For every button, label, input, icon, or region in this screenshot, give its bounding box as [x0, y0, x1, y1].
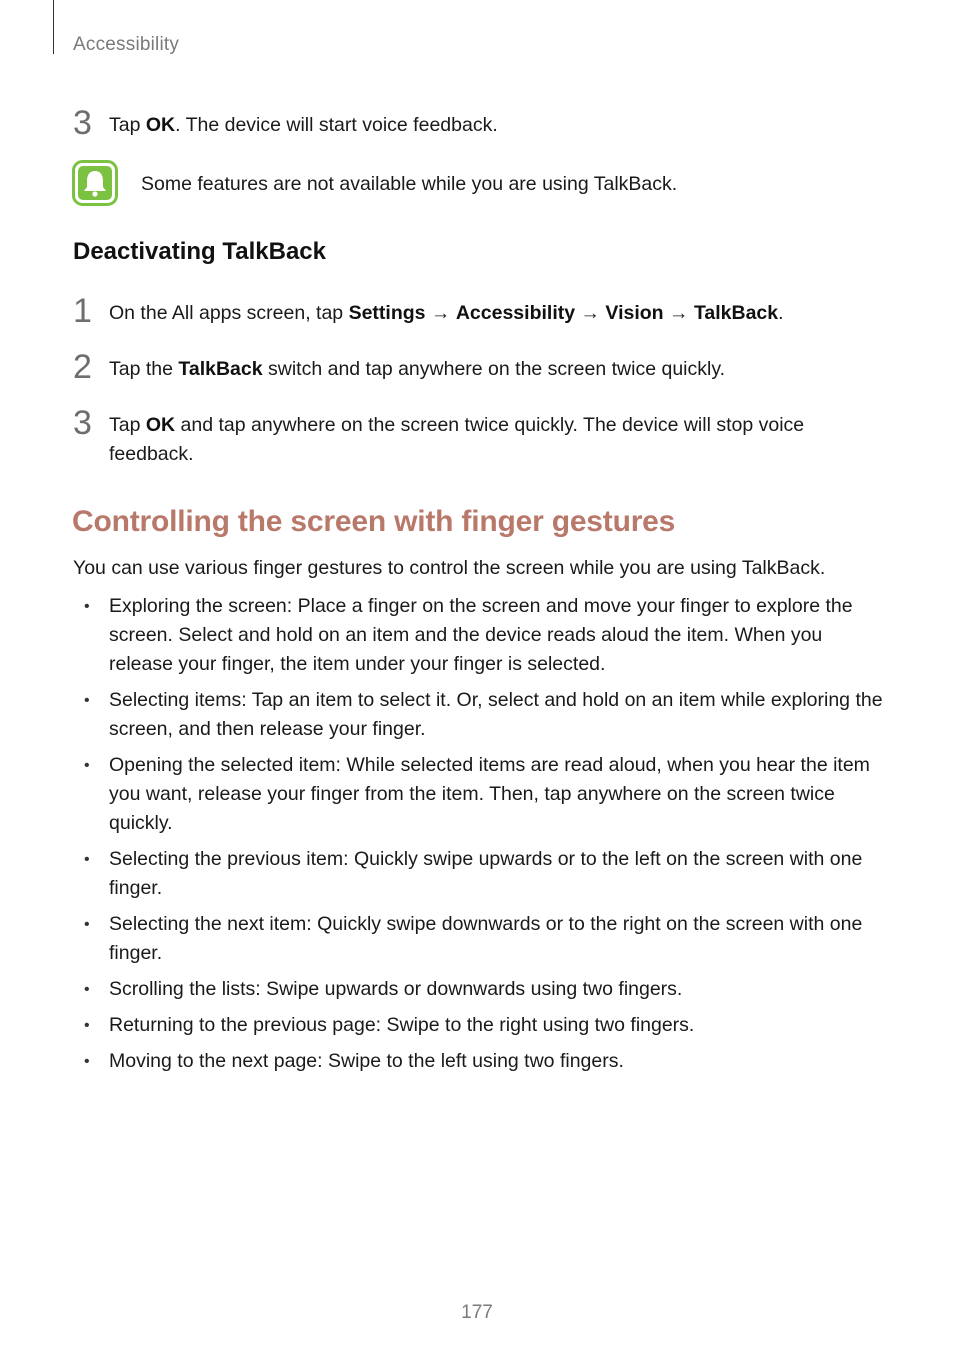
- step-number: 2: [73, 348, 92, 386]
- page-number: 177: [461, 1302, 493, 1323]
- step-text: [109, 299, 879, 328]
- step-number: 3: [73, 404, 92, 442]
- step-number: 1: [73, 292, 92, 330]
- list-item: [73, 686, 883, 744]
- header-divider: [53, 0, 54, 54]
- intro-paragraph: You can use various finger gestures to control the screen while you are using TalkBack.: [73, 557, 826, 579]
- ui-term: TalkBack: [178, 358, 263, 380]
- list-item: [73, 1011, 883, 1040]
- list-item-text: Returning to the previous page: Swipe to the right using two fingers.: [109, 1014, 695, 1036]
- list-item: [73, 910, 883, 968]
- list-item-text: Selecting items: Tap an item to select it. Or, select and hold on an item while exploring the screen, and then release your finger.: [109, 689, 883, 740]
- list-item: [73, 1047, 883, 1076]
- list-item: [73, 975, 883, 1004]
- list-item-text: Moving to the next page: Swipe to the left using two fingers.: [109, 1050, 624, 1072]
- list-item-text: Opening the selected item: While selected items are read aloud, when you hear the item you want, release your finger from the item. Then, tap anywhere on the screen twice quickly.: [109, 754, 870, 834]
- subheading-deactivating: Deactivating TalkBack: [73, 238, 326, 265]
- text-run: →: [425, 302, 456, 324]
- step-number: 3: [73, 104, 92, 142]
- ui-term: Vision: [605, 302, 664, 324]
- list-item-text: Selecting the next item: Quickly swipe downwards or to the right on the screen with one finger.: [109, 913, 863, 964]
- ui-term: OK: [145, 114, 176, 136]
- list-item: [73, 845, 883, 903]
- bullet-icon: •: [84, 981, 90, 998]
- bullet-icon: •: [84, 598, 90, 615]
- text-run: . The device will start voice feedback.: [175, 114, 498, 136]
- ui-term: OK: [145, 414, 176, 436]
- bullet-icon: •: [84, 851, 90, 868]
- text-run: Tap the: [109, 358, 179, 380]
- text-run: Tap: [109, 414, 146, 436]
- step-text: [109, 355, 879, 384]
- list-item-text: Selecting the previous item: Quickly swipe upwards or to the left on the screen with one finger.: [109, 848, 863, 899]
- bullet-icon: •: [84, 757, 90, 774]
- list-item: [73, 751, 883, 838]
- text-run: →: [663, 302, 694, 324]
- bullet-icon: •: [84, 916, 90, 933]
- note-text: Some features are not available while you are using TalkBack.: [141, 173, 678, 195]
- ui-term: Accessibility: [455, 302, 576, 324]
- text-run: and tap anywhere on the screen twice quickly. The device will stop voice feedback.: [109, 414, 805, 465]
- bell-icon: [72, 160, 118, 206]
- text-run: switch and tap anywhere on the screen twice quickly.: [262, 358, 726, 380]
- text-run: Tap: [109, 114, 146, 136]
- gesture-list: [73, 592, 883, 1083]
- note-box: [72, 160, 892, 208]
- list-item-text: Scrolling the lists: Swipe upwards or downwards using two fingers.: [109, 978, 683, 1000]
- ui-term: TalkBack: [693, 302, 779, 324]
- bullet-icon: •: [84, 692, 90, 709]
- step-text: [109, 111, 879, 140]
- section-title: Controlling the screen with finger gestures: [72, 505, 676, 538]
- step-text: [109, 411, 879, 469]
- text-run: .: [778, 302, 784, 324]
- list-item-text: Exploring the screen: Place a finger on the screen and move your finger to explore the screen. Select and hold on an item and the device reads aloud the item. When you release your finger, the item under your finger is selected.: [109, 595, 853, 675]
- text-run: →: [575, 302, 606, 324]
- bullet-icon: •: [84, 1017, 90, 1034]
- ui-term: Settings: [348, 302, 426, 324]
- bullet-icon: •: [84, 1053, 90, 1070]
- section-header: Accessibility: [73, 34, 180, 55]
- text-run: On the All apps screen, tap: [109, 302, 349, 324]
- list-item: [73, 592, 883, 679]
